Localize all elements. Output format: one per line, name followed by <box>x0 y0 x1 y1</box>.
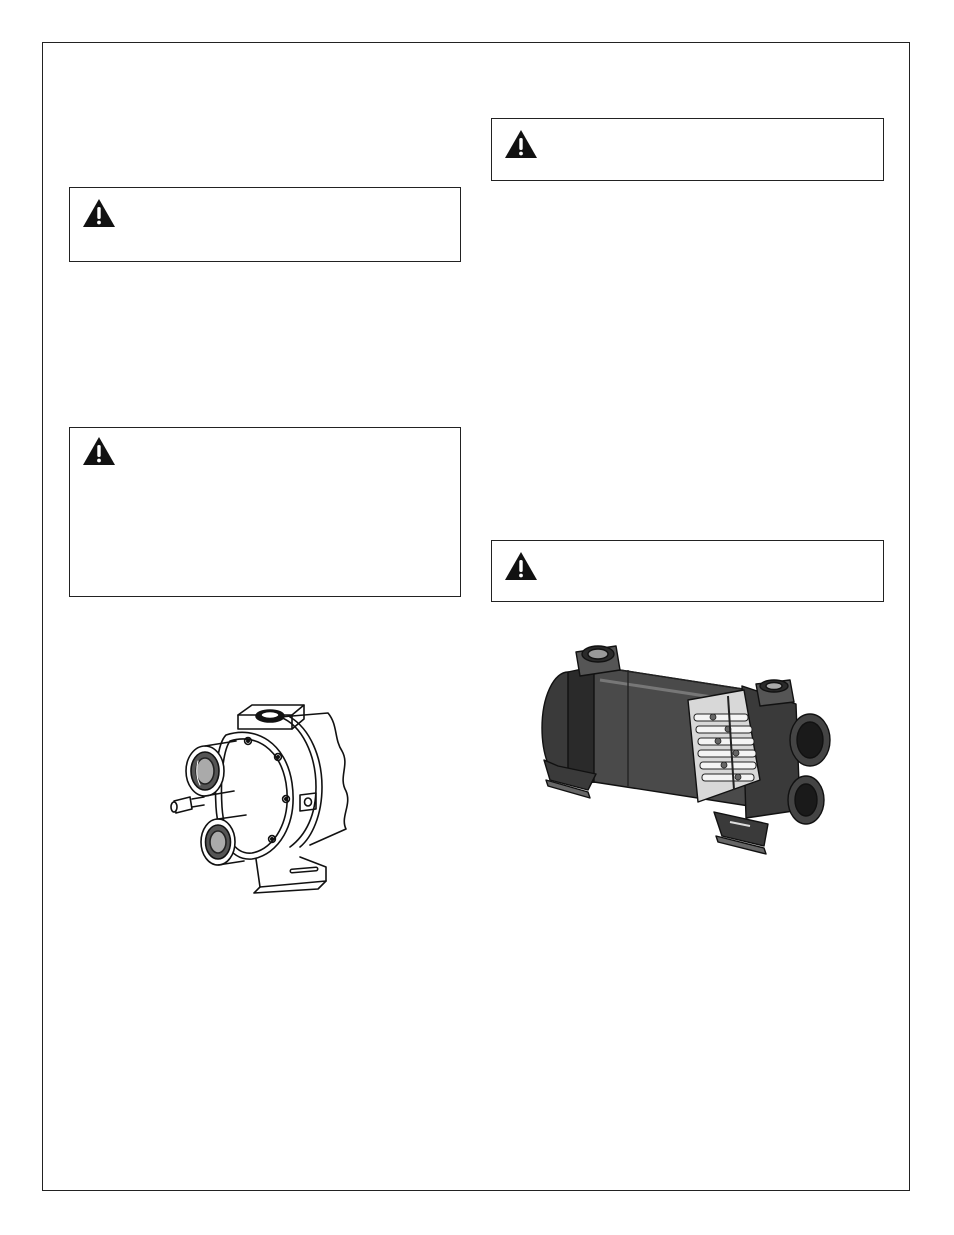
pump-illustration <box>160 695 360 900</box>
warning-box-right-2 <box>491 540 884 602</box>
warning-box-left-2 <box>69 427 461 597</box>
warning-triangle-icon <box>82 436 116 466</box>
warning-triangle-icon <box>504 551 538 581</box>
warning-box-right-1 <box>491 118 884 181</box>
warning-triangle-icon <box>504 129 538 159</box>
heat-exchanger-illustration <box>538 640 838 860</box>
warning-box-left-1 <box>69 187 461 262</box>
warning-triangle-icon <box>82 198 116 228</box>
